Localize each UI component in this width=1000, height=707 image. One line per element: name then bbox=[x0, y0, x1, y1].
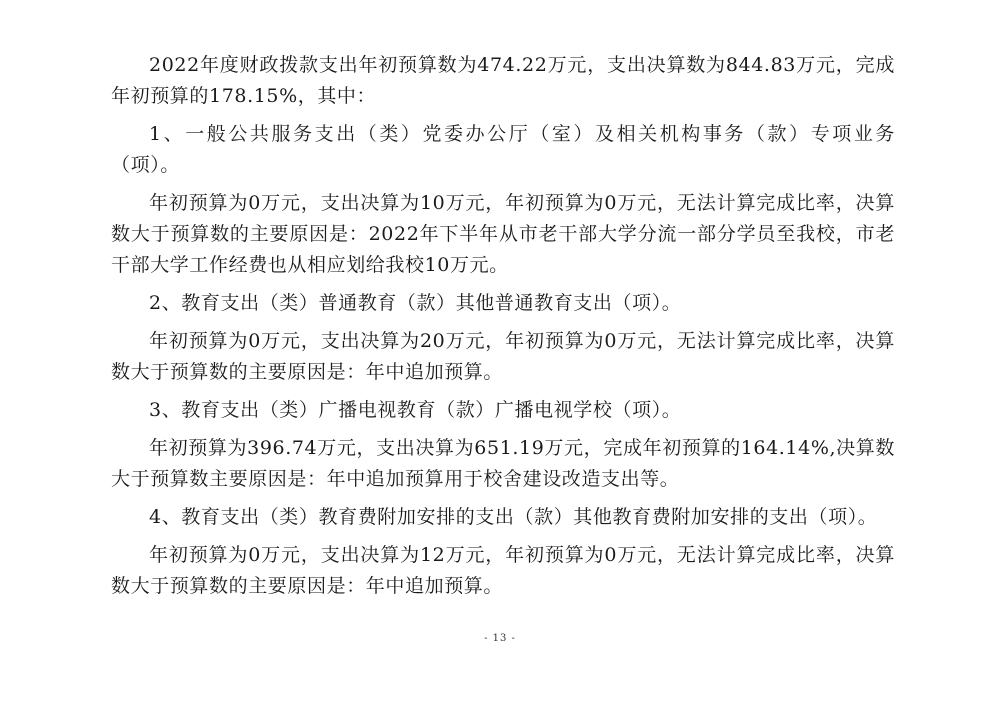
item-2-detail: 年初预算为0万元，支出决算为20万元，年初预算为0万元，无法计算完成比率，决算数大于预算数的主要原因是：年中追加预算。 bbox=[111, 330, 895, 383]
item-4-heading: 4、教育支出（类）教育费附加安排的支出（款）其他教育费附加安排的支出（项）。 bbox=[149, 506, 878, 528]
item-1-detail: 年初预算为0万元，支出决算为10万元，年初预算为0万元，无法计算完成比率，决算数大于预算数的主要原因是：2022年下半年从市老干部大学分流一部分学员至我校，市老干部大学工作经费也从相应划给我校10万元。 bbox=[111, 192, 895, 276]
item-3-heading: 3、教育支出（类）广播电视教育（款）广播电视学校（项）。 bbox=[149, 399, 682, 421]
item-3-detail: 年初预算为396.74万元，支出决算为651.19万元，完成年初预算的164.14%,决算数大于预算数主要原因是：年中追加预算用于校舍建设改造支出等。 bbox=[111, 437, 895, 490]
item-2-heading: 2、教育支出（类）普通教育（款）其他普通教育支出（项）。 bbox=[149, 292, 682, 314]
item-4-detail: 年初预算为0万元，支出决算为12万元，年初预算为0万元，无法计算完成比率，决算数大于预算数的主要原因是：年中追加预算。 bbox=[111, 544, 895, 597]
page-number: - 13 - bbox=[484, 633, 516, 644]
summary-paragraph: 2022年度财政拨款支出年初预算数为474.22万元，支出决算数为844.83万元，完成年初预算的178.15%，其中： bbox=[111, 54, 895, 107]
body-text bbox=[111, 50, 895, 608]
item-1-heading: 1、一般公共服务支出（类）党委办公厅（室）及相关机构事务（款）专项业务（项）。 bbox=[111, 123, 895, 176]
